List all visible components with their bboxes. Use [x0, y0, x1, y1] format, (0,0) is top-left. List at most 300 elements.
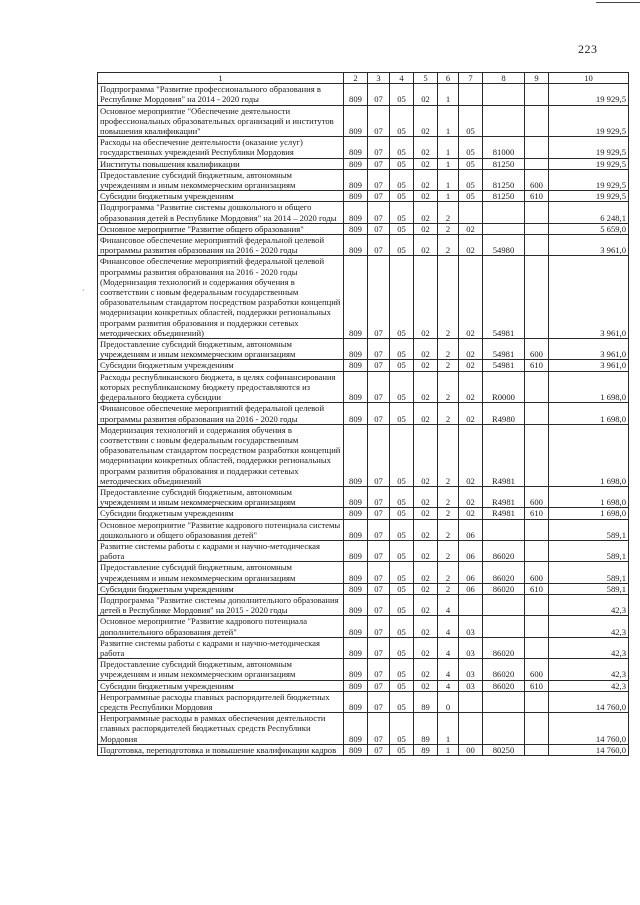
code-cell: 809: [344, 540, 368, 561]
code-cell: 07: [368, 562, 390, 583]
amount-cell: 14 760,0: [549, 744, 629, 755]
table-row: [98, 583, 629, 594]
code-cell: 05: [459, 191, 483, 202]
code-cell: 02: [414, 169, 438, 190]
column-header-6: 6: [438, 73, 459, 84]
code-cell: [483, 84, 525, 105]
code-cell: 86020: [483, 659, 525, 680]
code-cell: 02: [459, 424, 483, 486]
code-cell: 809: [344, 486, 368, 507]
code-cell: 4: [438, 659, 459, 680]
code-cell: [483, 105, 525, 137]
code-cell: 809: [344, 371, 368, 403]
code-cell: 54981: [483, 339, 525, 360]
code-cell: 80250: [483, 744, 525, 755]
code-cell: 07: [368, 223, 390, 234]
code-cell: 05: [390, 713, 414, 745]
code-cell: 2: [438, 424, 459, 486]
code-cell: [483, 594, 525, 615]
code-cell: 1: [438, 713, 459, 745]
code-cell: R4981: [483, 424, 525, 486]
code-cell: 02: [459, 403, 483, 424]
code-cell: 05: [390, 486, 414, 507]
code-cell: 89: [414, 744, 438, 755]
table-row: [98, 486, 629, 507]
code-cell: 05: [390, 223, 414, 234]
code-cell: [525, 637, 549, 658]
amount-cell: 42,3: [549, 637, 629, 658]
table-row: [98, 519, 629, 540]
code-cell: 03: [459, 616, 483, 637]
code-cell: 07: [368, 744, 390, 755]
column-header-9: 9: [525, 73, 549, 84]
code-cell: 07: [368, 105, 390, 137]
code-cell: 809: [344, 616, 368, 637]
code-cell: 05: [390, 583, 414, 594]
code-cell: 2: [438, 235, 459, 256]
item-name-cell: Развитие системы работы с кадрами и научно-методическая работа: [98, 540, 344, 561]
code-cell: 809: [344, 680, 368, 691]
code-cell: 05: [390, 360, 414, 371]
code-cell: 07: [368, 486, 390, 507]
code-cell: 07: [368, 424, 390, 486]
table-row: [98, 594, 629, 615]
code-cell: 03: [459, 637, 483, 658]
code-cell: [459, 713, 483, 745]
code-cell: [525, 713, 549, 745]
code-cell: R4981: [483, 508, 525, 519]
code-cell: [525, 691, 549, 712]
code-cell: 02: [459, 256, 483, 339]
code-cell: 07: [368, 403, 390, 424]
column-header-10: 10: [549, 73, 629, 84]
code-cell: 86020: [483, 540, 525, 561]
code-cell: 89: [414, 713, 438, 745]
code-cell: 02: [414, 508, 438, 519]
amount-cell: 589,1: [549, 562, 629, 583]
amount-cell: 1 698,0: [549, 424, 629, 486]
amount-cell: 5 659,0: [549, 223, 629, 234]
code-cell: 02: [414, 105, 438, 137]
code-cell: 4: [438, 594, 459, 615]
code-cell: [459, 84, 483, 105]
code-cell: 05: [390, 105, 414, 137]
code-cell: 809: [344, 637, 368, 658]
code-cell: 2: [438, 202, 459, 223]
column-header-7: 7: [459, 73, 483, 84]
amount-cell: 589,1: [549, 519, 629, 540]
code-cell: 05: [390, 256, 414, 339]
code-cell: 02: [414, 594, 438, 615]
code-cell: 1: [438, 191, 459, 202]
budget-table: [97, 72, 629, 756]
table-row: [98, 744, 629, 755]
code-cell: 05: [390, 594, 414, 615]
code-cell: 81250: [483, 169, 525, 190]
code-cell: 600: [525, 659, 549, 680]
code-cell: 05: [390, 659, 414, 680]
item-name-cell: Основное мероприятие "Обеспечение деятельности профессиональных образовательных организаций и институтов повышения квалификации": [98, 105, 344, 137]
code-cell: 02: [414, 637, 438, 658]
code-cell: 07: [368, 713, 390, 745]
code-cell: 02: [414, 680, 438, 691]
code-cell: [525, 540, 549, 561]
code-cell: 4: [438, 680, 459, 691]
item-name-cell: Субсидии бюджетным учреждениям: [98, 191, 344, 202]
code-cell: 86020: [483, 583, 525, 594]
item-name-cell: Предоставление субсидий бюджетным, автономным учреждениям и иным некоммерческим организациям: [98, 659, 344, 680]
code-cell: 07: [368, 637, 390, 658]
code-cell: 02: [414, 191, 438, 202]
code-cell: 54981: [483, 256, 525, 339]
item-name-cell: Расходы на обеспечение деятельности (оказание услуг) государственных учреждений Республики Мордовия: [98, 137, 344, 158]
table-row: [98, 360, 629, 371]
code-cell: 07: [368, 691, 390, 712]
code-cell: 809: [344, 691, 368, 712]
code-cell: 07: [368, 202, 390, 223]
table-row: [98, 158, 629, 169]
table-row: [98, 256, 629, 339]
code-cell: 02: [414, 616, 438, 637]
item-name-cell: Субсидии бюджетным учреждениям: [98, 360, 344, 371]
page-number: 223: [578, 42, 598, 56]
code-cell: 02: [414, 583, 438, 594]
code-cell: 610: [525, 191, 549, 202]
code-cell: 02: [414, 371, 438, 403]
code-cell: [525, 594, 549, 615]
code-cell: 02: [459, 360, 483, 371]
table-row: [98, 659, 629, 680]
code-cell: 809: [344, 508, 368, 519]
amount-cell: 1 698,0: [549, 486, 629, 507]
code-cell: [459, 691, 483, 712]
code-cell: [483, 519, 525, 540]
code-cell: R4981: [483, 486, 525, 507]
code-cell: 02: [414, 486, 438, 507]
code-cell: 05: [390, 519, 414, 540]
code-cell: 05: [390, 691, 414, 712]
code-cell: 05: [390, 562, 414, 583]
code-cell: 05: [390, 339, 414, 360]
code-cell: 809: [344, 583, 368, 594]
code-cell: 86020: [483, 680, 525, 691]
code-cell: 1: [438, 105, 459, 137]
code-cell: [525, 158, 549, 169]
code-cell: 600: [525, 169, 549, 190]
code-cell: 02: [459, 223, 483, 234]
item-name-cell: Институты повышения квалификации: [98, 158, 344, 169]
code-cell: 2: [438, 339, 459, 360]
code-cell: [525, 371, 549, 403]
column-header-4: 4: [390, 73, 414, 84]
code-cell: 1: [438, 169, 459, 190]
amount-cell: 19 929,5: [549, 169, 629, 190]
table-row: [98, 403, 629, 424]
code-cell: 05: [390, 137, 414, 158]
table-row: [98, 84, 629, 105]
item-name-cell: Подпрограмма "Развитие системы дошкольного и общего образования детей в Республике Мордовия" на 2014 – 2020 годы: [98, 202, 344, 223]
code-cell: 05: [459, 137, 483, 158]
code-cell: 600: [525, 339, 549, 360]
table-row: [98, 616, 629, 637]
item-name-cell: Финансовое обеспечение мероприятий федеральной целевой программы развития образования на 2016 - 2020 годы: [98, 235, 344, 256]
column-header-8: 8: [483, 73, 525, 84]
code-cell: 81250: [483, 191, 525, 202]
code-cell: [525, 519, 549, 540]
table-body: [98, 84, 629, 756]
code-cell: 02: [459, 235, 483, 256]
code-cell: 809: [344, 360, 368, 371]
code-cell: 2: [438, 540, 459, 561]
item-name-cell: Основное мероприятие "Развитие кадрового потенциала дополнительного образования детей": [98, 616, 344, 637]
amount-cell: 589,1: [549, 540, 629, 561]
table-row: [98, 713, 629, 745]
code-cell: 05: [459, 158, 483, 169]
code-cell: 809: [344, 659, 368, 680]
code-cell: [525, 256, 549, 339]
amount-cell: 3 961,0: [549, 339, 629, 360]
code-cell: 00: [459, 744, 483, 755]
code-cell: 86020: [483, 637, 525, 658]
code-cell: 809: [344, 424, 368, 486]
item-name-cell: Субсидии бюджетным учреждениям: [98, 508, 344, 519]
code-cell: [483, 202, 525, 223]
code-cell: [525, 744, 549, 755]
table-row: [98, 540, 629, 561]
scan-dot: ·: [82, 286, 85, 295]
code-cell: 05: [390, 169, 414, 190]
code-cell: 06: [459, 540, 483, 561]
code-cell: 54981: [483, 360, 525, 371]
code-cell: 05: [390, 616, 414, 637]
item-name-cell: Основное мероприятие "Развитие общего образования": [98, 223, 344, 234]
code-cell: 809: [344, 223, 368, 234]
table-row: [98, 223, 629, 234]
amount-cell: 42,3: [549, 594, 629, 615]
item-name-cell: Предоставление субсидий бюджетным, автономным учреждениям и иным некоммерческим организациям: [98, 339, 344, 360]
code-cell: 2: [438, 562, 459, 583]
table-row: [98, 680, 629, 691]
code-cell: [525, 202, 549, 223]
code-cell: 02: [414, 659, 438, 680]
code-cell: [483, 713, 525, 745]
table-row: [98, 691, 629, 712]
code-cell: 05: [390, 508, 414, 519]
code-cell: 809: [344, 235, 368, 256]
code-cell: 610: [525, 360, 549, 371]
code-cell: 4: [438, 637, 459, 658]
code-cell: 07: [368, 360, 390, 371]
code-cell: 809: [344, 158, 368, 169]
item-name-cell: Непрограммные расходы в рамках обеспечения деятельности главных распорядителей бюджетных средств Республики Мордовия: [98, 713, 344, 745]
code-cell: 07: [368, 616, 390, 637]
code-cell: 06: [459, 562, 483, 583]
code-cell: 05: [390, 744, 414, 755]
item-name-cell: Финансовое обеспечение мероприятий федеральной целевой программы развития образования на 2016 - 2020 годы (Модернизация технологий и содержания обучения в соответствии с новым федеральным государственным образовательным стандартом посредством разработки концепций модернизации конкретных областей, поддержки региональных программ развития образования и поддержки сетевых методических объединений): [98, 256, 344, 339]
amount-cell: 14 760,0: [549, 691, 629, 712]
code-cell: 81250: [483, 158, 525, 169]
code-cell: 05: [390, 84, 414, 105]
code-cell: 07: [368, 371, 390, 403]
amount-cell: 1 698,0: [549, 371, 629, 403]
code-cell: [483, 616, 525, 637]
code-cell: 2: [438, 256, 459, 339]
code-cell: 07: [368, 191, 390, 202]
code-cell: [525, 137, 549, 158]
code-cell: 2: [438, 403, 459, 424]
code-cell: 07: [368, 540, 390, 561]
code-cell: 05: [390, 424, 414, 486]
code-cell: 610: [525, 680, 549, 691]
code-cell: 05: [459, 169, 483, 190]
code-cell: 05: [390, 202, 414, 223]
code-cell: 02: [459, 508, 483, 519]
code-cell: 2: [438, 360, 459, 371]
code-cell: [459, 202, 483, 223]
code-cell: 02: [414, 562, 438, 583]
code-cell: 809: [344, 256, 368, 339]
code-cell: [483, 691, 525, 712]
code-cell: 2: [438, 371, 459, 403]
code-cell: 05: [390, 637, 414, 658]
code-cell: 809: [344, 191, 368, 202]
code-cell: 05: [390, 371, 414, 403]
code-cell: R4980: [483, 403, 525, 424]
amount-cell: 3 961,0: [549, 360, 629, 371]
code-cell: 06: [459, 519, 483, 540]
code-cell: 02: [414, 403, 438, 424]
code-cell: 809: [344, 562, 368, 583]
table-row: [98, 191, 629, 202]
table-row: [98, 637, 629, 658]
code-cell: 86020: [483, 562, 525, 583]
table-row: [98, 105, 629, 137]
code-cell: 809: [344, 84, 368, 105]
table-row: [98, 371, 629, 403]
code-cell: 02: [459, 371, 483, 403]
code-cell: [525, 616, 549, 637]
code-cell: 02: [414, 84, 438, 105]
code-cell: [483, 223, 525, 234]
code-cell: [525, 235, 549, 256]
code-cell: [525, 84, 549, 105]
amount-cell: 589,1: [549, 583, 629, 594]
code-cell: 610: [525, 508, 549, 519]
code-cell: 809: [344, 105, 368, 137]
code-cell: [459, 594, 483, 615]
table-row: [98, 339, 629, 360]
amount-cell: 3 961,0: [549, 256, 629, 339]
code-cell: 07: [368, 84, 390, 105]
code-cell: 1: [438, 137, 459, 158]
code-cell: 809: [344, 137, 368, 158]
code-cell: 07: [368, 137, 390, 158]
code-cell: 809: [344, 339, 368, 360]
code-cell: 05: [390, 158, 414, 169]
amount-cell: 42,3: [549, 659, 629, 680]
table-header: [98, 73, 629, 84]
code-cell: 809: [344, 519, 368, 540]
item-name-cell: Предоставление субсидий бюджетным, автономным учреждениям и иным некоммерческим организациям: [98, 562, 344, 583]
code-cell: 89: [414, 691, 438, 712]
code-cell: 06: [459, 583, 483, 594]
code-cell: 05: [390, 191, 414, 202]
item-name-cell: Подготовка, переподготовка и повышение квалификации кадров: [98, 744, 344, 755]
code-cell: 809: [344, 403, 368, 424]
code-cell: 2: [438, 508, 459, 519]
amount-cell: 19 929,5: [549, 158, 629, 169]
code-cell: 05: [390, 680, 414, 691]
code-cell: 07: [368, 158, 390, 169]
code-cell: 05: [390, 540, 414, 561]
code-cell: 610: [525, 583, 549, 594]
item-name-cell: Предоставление субсидий бюджетным, автономным учреждениям и иным некоммерческим организациям: [98, 169, 344, 190]
code-cell: 07: [368, 508, 390, 519]
code-cell: 809: [344, 594, 368, 615]
amount-cell: 42,3: [549, 680, 629, 691]
table-row: [98, 424, 629, 486]
code-cell: 2: [438, 223, 459, 234]
amount-cell: 3 961,0: [549, 235, 629, 256]
table-row: [98, 202, 629, 223]
code-cell: 07: [368, 235, 390, 256]
code-cell: 05: [390, 403, 414, 424]
code-cell: 54980: [483, 235, 525, 256]
amount-cell: 19 929,5: [549, 191, 629, 202]
table-row: [98, 235, 629, 256]
item-name-cell: Подпрограмма "Развитие системы дополнительного образования детей в Республике Мордовия" на 2015 - 2020 годы: [98, 594, 344, 615]
item-name-cell: Модернизация технологий и содержания обучения в соответствии с новым федеральным государственным образовательным стандартом посредством разработки концепций модернизации конкретных областей, поддержки региональных программ развития образования и поддержки сетевых методических объединений: [98, 424, 344, 486]
code-cell: 1: [438, 744, 459, 755]
code-cell: 05: [390, 235, 414, 256]
item-name-cell: Непрограммные расходы главных распорядителей бюджетных средств Республики Мордовия: [98, 691, 344, 712]
amount-cell: 1 698,0: [549, 403, 629, 424]
code-cell: 07: [368, 659, 390, 680]
code-cell: 02: [414, 235, 438, 256]
code-cell: 02: [459, 339, 483, 360]
column-header-1: 1: [98, 73, 344, 84]
code-cell: 07: [368, 339, 390, 360]
code-cell: 2: [438, 583, 459, 594]
amount-cell: 1 698,0: [549, 508, 629, 519]
code-cell: 02: [414, 424, 438, 486]
code-cell: 07: [368, 169, 390, 190]
item-name-cell: Предоставление субсидий бюджетным, автономным учреждениям и иным некоммерческим организациям: [98, 486, 344, 507]
code-cell: 4: [438, 616, 459, 637]
column-header-3: 3: [368, 73, 390, 84]
column-header-2: 2: [344, 73, 368, 84]
code-cell: 02: [414, 202, 438, 223]
code-cell: [525, 223, 549, 234]
code-cell: 07: [368, 680, 390, 691]
code-cell: 600: [525, 486, 549, 507]
code-cell: R0000: [483, 371, 525, 403]
amount-cell: 19 929,5: [549, 105, 629, 137]
code-cell: 02: [414, 360, 438, 371]
code-cell: 07: [368, 519, 390, 540]
code-cell: 809: [344, 713, 368, 745]
item-name-cell: Субсидии бюджетным учреждениям: [98, 680, 344, 691]
code-cell: [525, 424, 549, 486]
code-cell: 07: [368, 583, 390, 594]
code-cell: 02: [414, 137, 438, 158]
table-row: [98, 562, 629, 583]
item-name-cell: Развитие системы работы с кадрами и научно-методическая работа: [98, 637, 344, 658]
item-name-cell: Финансовое обеспечение мероприятий федеральной целевой программы развития образования на 2016 - 2020 годы: [98, 403, 344, 424]
code-cell: 81000: [483, 137, 525, 158]
amount-cell: 19 929,5: [549, 137, 629, 158]
code-cell: 0: [438, 691, 459, 712]
